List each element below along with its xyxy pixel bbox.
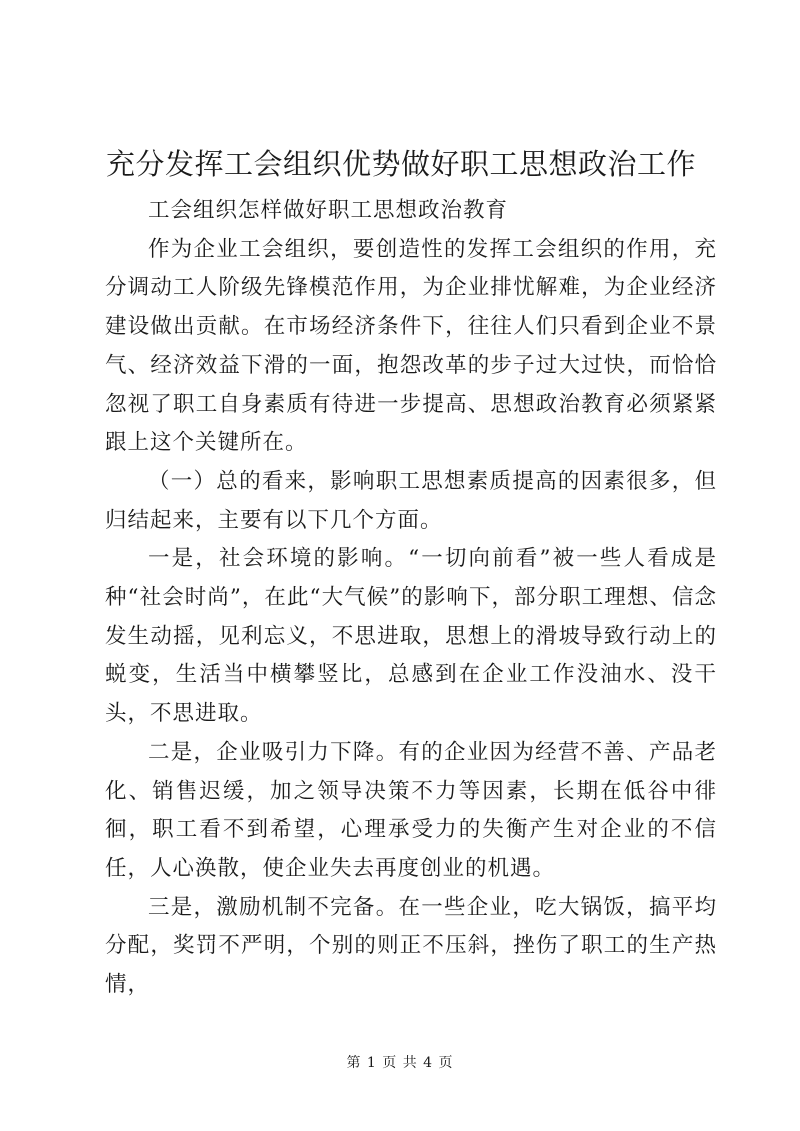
paragraph-5: 三是，激励机制不完备。在一些企业，吃大锅饭，搞平均分配，奖罚不严明，个别的则正不压斜，挫伤了职工的生产热情， [105, 894, 717, 998]
paragraph-3: 一是，社会环境的影响。“一切向前看”被一些人看成是种“社会时尚”，在此“大气候”的影响下，部分职工理想、信念发生动摇，见利忘义，不思进取，思想上的滑坡导致行动上的蜕变，生活当中横攀竖比，总感到在企业工作没油水、没干头，不思进取。 [105, 546, 717, 727]
paragraph-2: （一）总的看来，影响职工思想素质提高的因素很多，但归结起来，主要有以下几个方面。 [105, 468, 717, 533]
paragraph-4: 二是，企业吸引力下降。有的企业因为经营不善、产品老化、销售迟缓，加之领导决策不力等因素，长期在低谷中徘徊，职工看不到希望，心理承受力的失衡产生对企业的不信任，人心涣散，使企业失去再度创业的机遇。 [105, 739, 717, 881]
document-subtitle: 工会组织怎样做好职工思想政治教育 [148, 198, 509, 223]
document-body [105, 192, 717, 1005]
paragraph-1: 作为企业工会组织，要创造性的发挥工会组织的作用，充分调动工人阶级先锋模范作用，为企业排忧解难，为企业经济建设做出贡献。在市场经济条件下，往往人们只看到企业不景气、经济效益下滑的一面，抱怨改革的步子过大过快，而恰恰忽视了职工自身素质有待进一步提高、思想政治教育必须紧紧跟上这个关键所在。 [105, 236, 717, 456]
document-title: 充分发挥工会组织优势做好职工思想政治工作 [106, 147, 697, 181]
page-footer: 第 1 页 共 4 页 [346, 1055, 454, 1071]
